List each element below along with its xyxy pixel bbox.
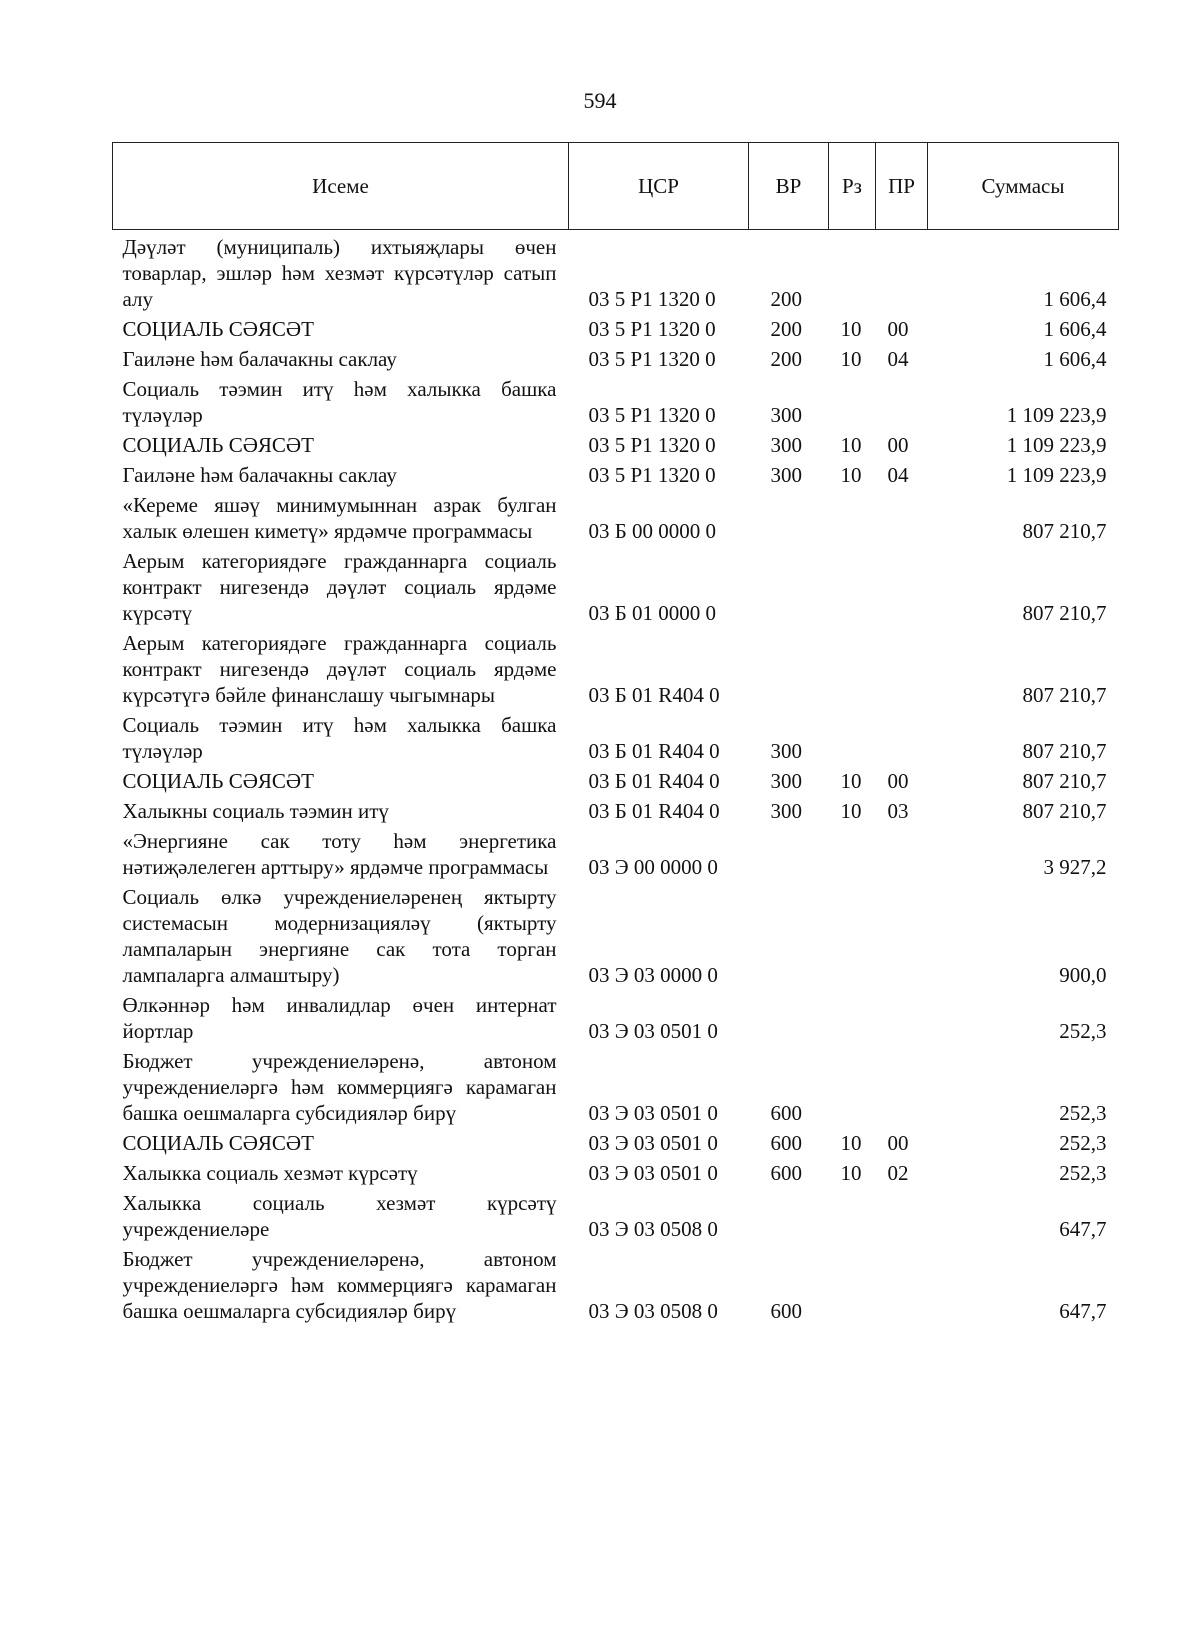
cell-sum: 252,3 <box>1059 1101 1107 1125</box>
cell-pr <box>876 1046 928 1128</box>
budget-table <box>112 142 1119 1326</box>
cell-name: Гаиләне һәм балачакны саклау <box>122 347 397 371</box>
cell-name: СОЦИАЛЬ СӘЯСӘТ <box>122 769 314 793</box>
cell-rz <box>829 546 876 628</box>
cell-csr: 03 5 Р1 1320 0 <box>588 317 716 341</box>
cell-name: Бюджет учреждениеләренә, автоном учреждениеләргә һәм коммерциягә карамаган башка оешмаларга субсидияләр бирү <box>122 1049 557 1125</box>
cell-vr: 300 <box>770 799 802 823</box>
cell-pr: 02 <box>887 1161 909 1185</box>
cell-vr <box>749 490 829 546</box>
cell-vr <box>749 546 829 628</box>
cell-rz <box>829 710 876 766</box>
table-row <box>113 882 1119 990</box>
table-row <box>113 628 1119 710</box>
cell-sum: 1 606,4 <box>1043 317 1107 341</box>
cell-sum: 1 606,4 <box>1043 347 1107 371</box>
cell-sum: 1 109 223,9 <box>1006 433 1107 457</box>
table-header-row <box>113 143 1119 230</box>
table-row <box>113 796 1119 826</box>
cell-vr: 600 <box>770 1161 802 1185</box>
cell-rz <box>829 826 876 882</box>
cell-csr: 03 Б 01 R404 0 <box>588 769 720 793</box>
cell-sum: 647,7 <box>1059 1299 1107 1323</box>
cell-csr: 03 Э 03 0501 0 <box>588 1161 718 1185</box>
cell-rz: 10 <box>840 347 862 371</box>
cell-csr: 03 Э 00 0000 0 <box>588 855 718 879</box>
cell-rz <box>829 490 876 546</box>
cell-csr: 03 Б 01 R404 0 <box>588 683 720 707</box>
cell-sum: 900,0 <box>1059 963 1107 987</box>
cell-name: СОЦИАЛЬ СӘЯСӘТ <box>122 433 314 457</box>
cell-rz <box>829 1046 876 1128</box>
table-row <box>113 1158 1119 1188</box>
cell-rz <box>829 628 876 710</box>
cell-sum: 1 109 223,9 <box>1006 463 1107 487</box>
cell-vr: 600 <box>770 1299 802 1323</box>
cell-pr <box>876 490 928 546</box>
cell-vr <box>749 628 829 710</box>
cell-vr <box>749 1188 829 1244</box>
table-row <box>113 460 1119 490</box>
cell-pr <box>876 546 928 628</box>
table-body <box>113 230 1119 1327</box>
header-rz: Рз <box>829 143 876 230</box>
cell-name: Өлкәннәр һәм инвалидлар өчен интернат йортлар <box>122 993 557 1043</box>
cell-name: Гаиләне һәм балачакны саклау <box>122 463 397 487</box>
cell-vr <box>749 990 829 1046</box>
cell-pr: 03 <box>887 799 909 823</box>
cell-sum: 252,3 <box>1059 1161 1107 1185</box>
cell-csr: 03 Б 00 0000 0 <box>588 519 717 543</box>
cell-sum: 807 210,7 <box>1022 683 1107 707</box>
cell-csr: 03 5 Р1 1320 0 <box>588 433 716 457</box>
table-row <box>113 1128 1119 1158</box>
cell-csr: 03 Э 03 0501 0 <box>588 1101 718 1125</box>
cell-vr: 300 <box>770 433 802 457</box>
cell-sum: 807 210,7 <box>1022 799 1107 823</box>
cell-rz: 10 <box>840 769 862 793</box>
cell-rz: 10 <box>840 1131 862 1155</box>
cell-pr <box>876 710 928 766</box>
cell-pr: 00 <box>887 769 909 793</box>
cell-name: Халыкка социаль хезмәт күрсәтү учреждениеләре <box>122 1191 557 1241</box>
cell-name: СОЦИАЛЬ СӘЯСӘТ <box>122 1131 314 1155</box>
cell-name: Халыкка социаль хезмәт күрсәтү <box>122 1161 418 1185</box>
cell-sum: 647,7 <box>1059 1217 1107 1241</box>
cell-csr: 03 Б 01 0000 0 <box>588 601 717 625</box>
cell-pr: 04 <box>887 347 909 371</box>
cell-sum: 3 927,2 <box>1043 855 1107 879</box>
table-row <box>113 1046 1119 1128</box>
cell-pr <box>876 374 928 430</box>
table-row <box>113 230 1119 315</box>
table-row <box>113 314 1119 344</box>
cell-vr: 300 <box>770 403 802 427</box>
cell-sum: 807 210,7 <box>1022 601 1107 625</box>
table-row <box>113 546 1119 628</box>
cell-vr: 200 <box>770 287 802 311</box>
cell-rz <box>829 1244 876 1326</box>
cell-name: «Энергияне сак тоту һәм энергетика нәтиҗәлелеген арттыру» ярдәмче программасы <box>122 829 557 879</box>
cell-pr <box>876 1244 928 1326</box>
table-row <box>113 344 1119 374</box>
cell-csr: 03 Э 03 0501 0 <box>588 1019 718 1043</box>
budget-table-container <box>112 142 1118 1326</box>
cell-pr: 00 <box>887 1131 909 1155</box>
cell-pr <box>876 1188 928 1244</box>
cell-vr: 600 <box>770 1101 802 1125</box>
cell-pr <box>876 882 928 990</box>
table-row <box>113 374 1119 430</box>
cell-pr <box>876 628 928 710</box>
cell-csr: 03 Э 03 0508 0 <box>588 1299 718 1323</box>
cell-csr: 03 Б 01 R404 0 <box>588 799 720 823</box>
cell-rz <box>829 230 876 315</box>
cell-name: Социаль тәэмин итү һәм халыкка башка түләүләр <box>122 713 557 763</box>
header-pr: ПР <box>876 143 928 230</box>
cell-name: Аерым категориядәге гражданнарга социаль контракт нигезендә дәүләт социаль ярдәме күрсәтүгә бәйле финанслашу чыгымнары <box>122 631 557 707</box>
cell-csr: 03 5 Р1 1320 0 <box>588 347 716 371</box>
page-number: 594 <box>583 88 617 113</box>
cell-csr: 03 5 Р1 1320 0 <box>588 403 716 427</box>
cell-sum: 807 210,7 <box>1022 739 1107 763</box>
cell-pr <box>876 990 928 1046</box>
cell-vr: 200 <box>770 317 802 341</box>
cell-rz: 10 <box>840 317 862 341</box>
cell-pr <box>876 826 928 882</box>
cell-rz <box>829 882 876 990</box>
cell-csr: 03 5 Р1 1320 0 <box>588 287 716 311</box>
cell-vr: 200 <box>770 347 802 371</box>
cell-rz <box>829 374 876 430</box>
cell-csr: 03 Э 03 0000 0 <box>588 963 718 987</box>
table-header <box>113 143 1119 230</box>
table-row <box>113 826 1119 882</box>
cell-csr: 03 Б 01 R404 0 <box>588 739 720 763</box>
table-row <box>113 1188 1119 1244</box>
cell-name: Социаль өлкә учреждениеләренең яктырту системасын модернизацияләү (яктырту лампаларын энергияне сак тота торган лампаларга алмаштыру) <box>122 885 557 987</box>
cell-pr: 00 <box>887 433 909 457</box>
cell-vr: 600 <box>770 1131 802 1155</box>
cell-vr <box>749 882 829 990</box>
cell-sum: 1 109 223,9 <box>1006 403 1107 427</box>
cell-csr: 03 Э 03 0508 0 <box>588 1217 718 1241</box>
cell-name: Аерым категориядәге гражданнарга социаль контракт нигезендә дәүләт социаль ярдәме күрсәтү <box>122 549 557 625</box>
cell-rz <box>829 990 876 1046</box>
cell-pr: 00 <box>887 317 909 341</box>
cell-name: СОЦИАЛЬ СӘЯСӘТ <box>122 317 314 341</box>
cell-sum: 252,3 <box>1059 1131 1107 1155</box>
cell-vr: 300 <box>770 463 802 487</box>
table-row <box>113 1244 1119 1326</box>
cell-rz: 10 <box>840 433 862 457</box>
cell-name: Халыкны социаль тәэмин итү <box>122 799 389 823</box>
cell-pr <box>876 230 928 315</box>
cell-sum: 807 210,7 <box>1022 519 1107 543</box>
header-sum: Суммасы <box>928 143 1119 230</box>
cell-vr: 300 <box>770 739 802 763</box>
table-row <box>113 766 1119 796</box>
cell-sum: 807 210,7 <box>1022 769 1107 793</box>
table-row <box>113 990 1119 1046</box>
table-row <box>113 490 1119 546</box>
cell-pr: 04 <box>887 463 909 487</box>
cell-sum: 1 606,4 <box>1043 287 1107 311</box>
cell-csr: 03 5 Р1 1320 0 <box>588 463 716 487</box>
cell-rz: 10 <box>840 1161 862 1185</box>
cell-name: Дәүләт (муниципаль) ихтыяҗлары өчен товарлар, эшләр һәм хезмәт күрсәтүләр сатып алу <box>122 235 557 311</box>
table-row <box>113 430 1119 460</box>
cell-name: «Кереме яшәү минимумыннан азрак булган халык өлешен киметү» ярдәмче программасы <box>122 493 557 543</box>
cell-name: Бюджет учреждениеләренә, автоном учреждениеләргә һәм коммерциягә карамаган башка оешмаларга субсидияләр бирү <box>122 1247 557 1323</box>
cell-sum: 252,3 <box>1059 1019 1107 1043</box>
header-csr: ЦСР <box>569 143 749 230</box>
table-row <box>113 710 1119 766</box>
cell-rz: 10 <box>840 799 862 823</box>
cell-rz <box>829 1188 876 1244</box>
cell-name: Социаль тәэмин итү һәм халыкка башка түләүләр <box>122 377 557 427</box>
cell-rz: 10 <box>840 463 862 487</box>
header-name: Исеме <box>113 143 569 230</box>
cell-vr <box>749 826 829 882</box>
header-vr: ВР <box>749 143 829 230</box>
cell-csr: 03 Э 03 0501 0 <box>588 1131 718 1155</box>
cell-vr: 300 <box>770 769 802 793</box>
